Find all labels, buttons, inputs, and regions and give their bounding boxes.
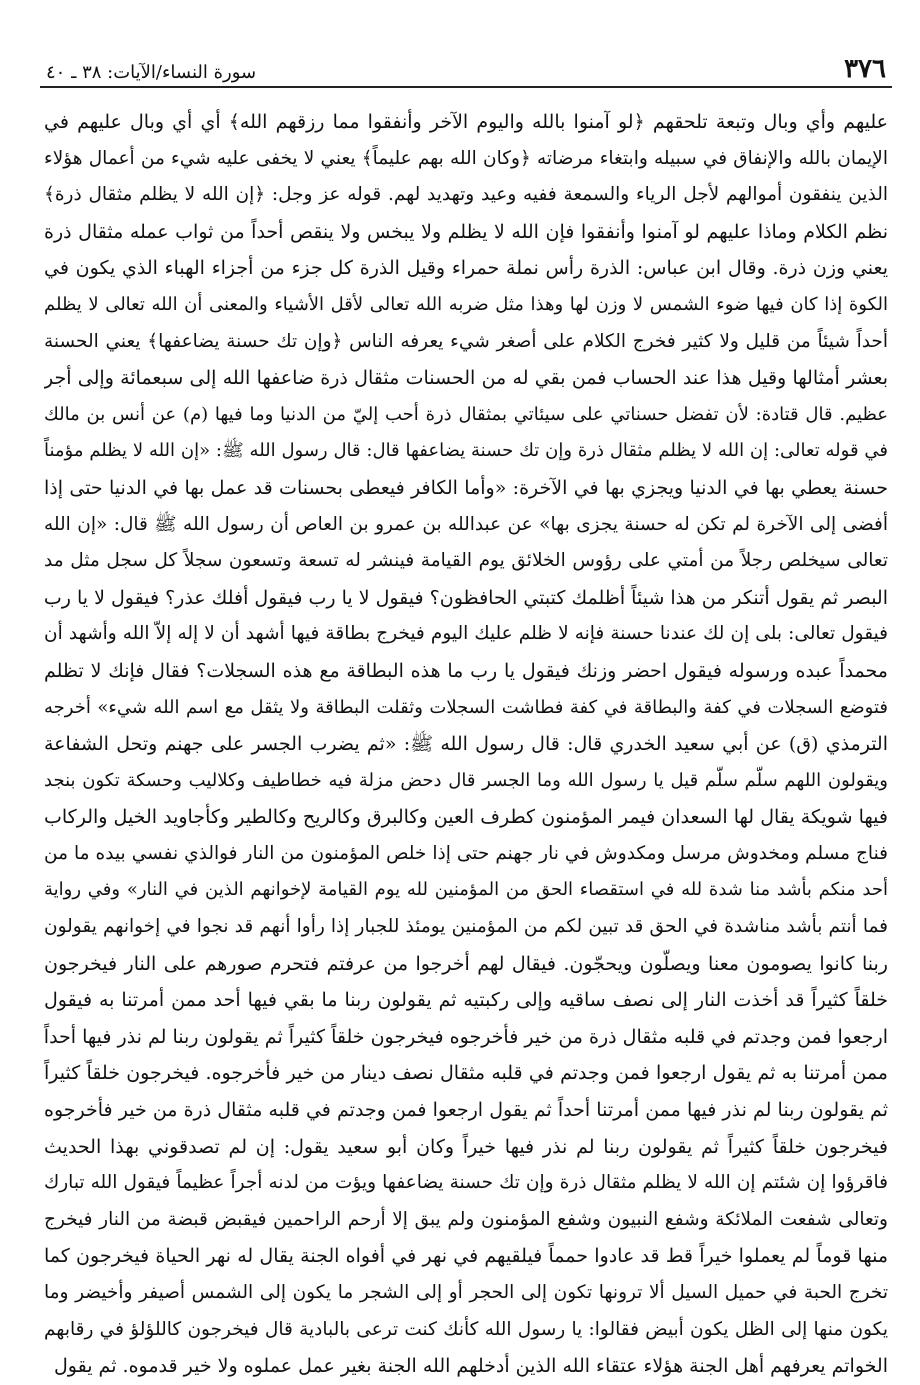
text-line: عليهم وأي وبال وتبعة تلحقهم ﴿لو آمنوا بالله واليوم الآخر وأنفقوا مما رزقهم الله﴾ أي أي وبال عليهم في xyxy=(44,111,888,133)
text-line: أفضى إلى الآخرة لم تكن له حسنة يجزى بها» عن عبدالله بن عمرو بن العاص أن رسول الله ﷺ قال: «إن الله xyxy=(44,513,888,535)
text-line: يكون منها إلى الظل يكون أبيض فقالوا: يا رسول الله كأنك كنت ترعى بالبادية قال فيخرجون كاللؤلؤ في رقابهم xyxy=(44,1318,888,1340)
text-line: فيقول تعالى: بلى إن لك عندنا حسنة فإنه لا ظلم عليك اليوم فيخرج بطاقة فيها أشهد أن لا إله إلاّ الله وأشهد أن xyxy=(44,623,888,645)
text-line: منها قوماً لم يعملوا خيراً قط قد عادوا حمماً فيلقيهم في نهر في أفواه الجنة يقال له نهر الحياة فيخرجون كما xyxy=(44,1245,888,1268)
text-line: أحداً شيئاً من قليل ولا كثير فخرج الكلام على أصغر شيء يعرفه الناس ﴿وإن تك حسنة يضاعفها﴾ يعني الحسنة xyxy=(44,330,888,352)
text-line: فيخرجون خلقاً كثيراً ثم يقولون ربنا لم نذر فيها خيراً وكان أبو سعيد يقول: إن لم تصدقوني بهذا الحديث xyxy=(44,1135,888,1158)
text-line: الكوة إذا كان فيها ضوء الشمس لا وزن لها وهذا مثل ضربه الله تعالى لأقل الأشياء والمعنى أن الله تعالى لا يظلم xyxy=(44,293,888,315)
text-line: ثم يقولون ربنا لم نذر فيها ممن أمرتنا أحداً ثم يقول ارجعوا فمن وجدتم في قلبه مثقال ذرة من خير فأخرجوه xyxy=(44,1099,888,1122)
text-line: عظيم. قال قتادة: لأن تفضل حسناتي على سيئاتي بمثقال ذرة أحب إليّ من الدنيا وما فيها (م) عن أنس بن مالك xyxy=(44,403,888,425)
text-line: الترمذي (ق) عن أبي سعيد الخدري قال: قال رسول الله ﷺ: «ثم يضرب الجسر على جهنم وتحل الشفاعة xyxy=(44,733,888,756)
text-line: الذين ينفقون أموالهم لأجل الرياء والسمعة ففيه وعيد وتهديد لهم. قوله عز وجل: ﴿إن الله لا يظلم مثقال ذرة﴾ xyxy=(44,184,888,206)
text-line: ويقولون اللهم سلّم سلّم قيل يا رسول الله وما الجسر قال دحض مزلة فيه خطاطيف وكلاليب وحسكة تكون بنجد xyxy=(44,769,888,791)
book-page xyxy=(40,48,892,1378)
text-line: فناج مسلم ومخدوش مرسل ومكدوش في نار جهنم حتى إذا خلص المؤمنون من النار فوالذي نفسي بيده ما من xyxy=(44,842,888,864)
text-line: خلقاً كثيراً قد أخذت النار إلى نصف ساقيه وإلى ركبتيه ثم يقولون ربنا ما بقي فيها أحد ممن أمرتنا به فيقول xyxy=(44,989,888,1012)
text-line: تخرج الحبة في حميل السيل ألا ترونها تكون إلى الحجر أو إلى الشجر ما يكون إلى الشمس أصيفر وأخيضر وما xyxy=(44,1282,888,1303)
text-line: ربنا كانوا يصومون معنا ويصلّون ويحجّون. فيقال لهم أخرجوا من عرفتم فتحرم صورهم على النار فيخرجون xyxy=(44,952,888,975)
text-line: يعني وزن ذرة. وقال ابن عباس: الذرة رأس نملة حمراء وقيل الذرة كل جزء من أجزاء الهباء الذي يكون في xyxy=(44,257,888,280)
text-line: نظم الكلام وماذا عليهم لو آمنوا وأنفقوا فإن الله لا يظلم ولا يبخس ولا ينقص أحداً من ثواب عمله مثقال ذرة xyxy=(44,220,888,243)
text-line: أحد منكم بأشد منا شدة لله في استقصاء الحق من المؤمنين لله يوم القيامة لإخوانهم الذين في النار» وفي رواية xyxy=(44,879,888,901)
text-line: وتعالى شفعت الملائكة وشفع النبيون وشفع المؤمنون ولم يبق إلا أرحم الراحمين فيقبض قبضة من النار فيخرج xyxy=(44,1208,888,1230)
text-line: فاقرؤوا إن شئتم إن الله لا يظلم مثقال ذرة وإن تك حسنة يضاعفها ويؤت من لدنه أجراً عظيماً فيقول الله تبارك xyxy=(44,1172,888,1194)
text-line: فما أنتم بأشد مناشدة في الحق قد تبين لكم من المؤمنين يومئذ للجبار إذا رأوا أنهم قد نجوا في إخوانهم يقولون xyxy=(44,916,888,938)
text-line: بعشر أمثالها وقيل هذا عند الحساب فمن بقي له من الحسنات مثقال ذرة ضاعفها الله إلى سبعمائة وإلى أجر xyxy=(44,367,888,390)
text-line: فتوضع السجلات في كفة والبطاقة في كفة فطاشت السجلات وثقلت البطاقة ولا يثقل مع اسم الله شيء» أخرجه xyxy=(44,696,888,718)
text-line: تعالى سيخلص رجلاً من أمتي على رؤوس الخلائق يوم القيامة فينشر له تسعة وتسعون سجلاً كل سجل مثل مد xyxy=(44,550,888,572)
text-line: ارجعوا فمن وجدتم في قلبه مثقال ذرة من خير فأخرجوه فيخرجون خلقاً كثيراً ثم يقولون ربنا لم نذر فيها أحداً xyxy=(44,1025,888,1048)
text-line: حسنة يعطي بها في الدنيا ويجزي بها في الآخرة: «وأما الكافر فيعطى بحسنات قد عمل بها في الدنيا حتى إذا xyxy=(44,476,888,499)
text-line: الإيمان بالله والإنفاق في سبيله وابتغاء مرضاته ﴿وكان الله بهم عليماً﴾ يعني لا يخفى عليه شيء من أعمال هؤلاء xyxy=(44,147,888,169)
text-line: في قوله تعالى: إن الله لا يظلم مثقال ذرة وإن تك حسنة يضاعفها قال: قال رسول الله ﷺ: «إن الله لا يظلم مؤمناً xyxy=(44,440,888,462)
text-line: البصر ثم يقول أتنكر من هذا شيئاً أظلمك كتبتي الحافظون؟ فيقول لا يا رب فيقول أفلك عذر؟ فيقول لا يا رب xyxy=(44,586,888,609)
text-line: الخواتم يعرفهم أهل الجنة هؤلاء عتقاء الله الذين أدخلهم الله الجنة بغير عمل عملوه ولا خير قدموه. ثم يقول xyxy=(54,1355,888,1378)
body-text xyxy=(40,104,892,1385)
running-header xyxy=(40,48,892,88)
text-line: ممن أمرتنا به ثم يقول ارجعوا فمن وجدتم في قلبه مثقال نصف دينار من خير فأخرجوه. فيخرجون خلقاً كثيراً xyxy=(44,1062,888,1085)
text-line: فيها شويكة يقال لها السعدان فيمر المؤمنون كطرف العين وكالبرق وكالريح وكالطير وكأجاويد الخيل والركاب xyxy=(44,806,888,829)
page-number: ٣٧٦ xyxy=(844,54,886,84)
text-line: محمداً عبده ورسوله فيقول احضر وزنك فيقول يا رب ما هذه البطاقة مع هذه السجلات؟ فقال فإنك لا تظلم xyxy=(44,659,888,682)
chapter-reference: سورة النساء/الآيات: ٣٨ ـ ٤٠ xyxy=(46,62,257,83)
